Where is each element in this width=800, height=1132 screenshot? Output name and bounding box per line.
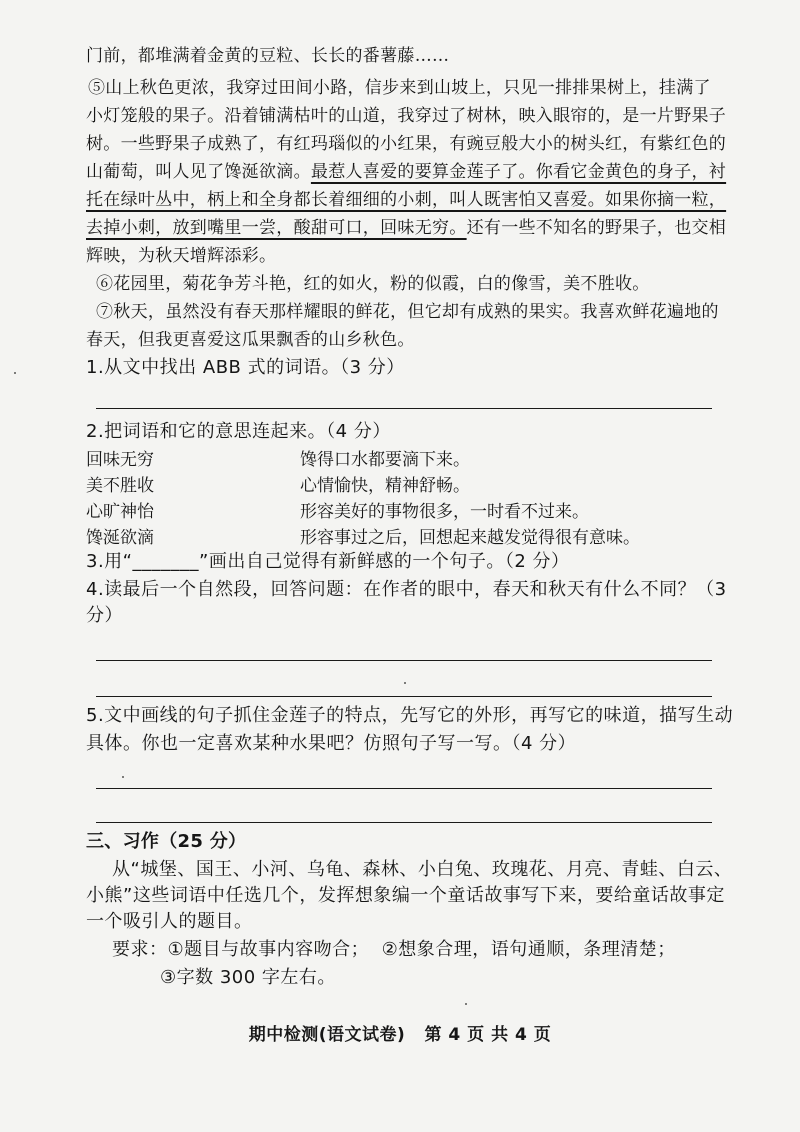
composition-line-2: 小熊”这些词语中任选几个，发挥想象编一个童话故事写下来，要给童话故事定 bbox=[86, 885, 725, 906]
composition-requirements: 要求：①题目与故事内容吻合； ②想象合理，语句通顺，条理清楚； bbox=[112, 939, 676, 960]
passage-line-0: 门前，都堆满着金黄的豆粒、长长的番薯藤…… bbox=[86, 46, 450, 66]
passage-plain-text: 山葡萄，叫人见了馋涎欲滴。 bbox=[86, 162, 311, 182]
paragraph-5-line-3: 树。一些野果子成熟了，有红玛瑙似的小红果，有豌豆般大小的树头红，有紫红色的 bbox=[86, 134, 727, 154]
underlined-sentence-part-3: 去掉小刺，放到嘴里一尝，酸甜可口，回味无穷。 bbox=[86, 218, 467, 238]
section-title-composition: 三、习作（25 分） bbox=[86, 831, 247, 852]
page-footer: 期中检测(语文试卷) 第 4 页 共 4 页 bbox=[248, 1025, 552, 1045]
matching-row-4[interactable] bbox=[86, 523, 726, 549]
answer-line-q5-1[interactable] bbox=[96, 788, 712, 789]
matching-row-3[interactable] bbox=[86, 497, 726, 523]
passage-plain-text: 还有一些不知名的野果子，也交相 bbox=[466, 218, 727, 238]
underlined-sentence-part-2: 托在绿叶丛中，柄上和全身都长着细细的小刺，叫人既害怕又喜爱。如果你摘一粒， bbox=[86, 190, 727, 210]
paragraph-7-line-1: ⑦秋天，虽然没有春天那样耀眼的鲜花，但它却有成熟的果实。我喜欢鲜花遍地的 bbox=[96, 302, 719, 322]
question-5-line-1: 5.文中画线的句子抓住金莲子的特点，先写它的外形，再写它的味道，描写生动 bbox=[86, 705, 734, 726]
matching-term[interactable]: 回味无穷 bbox=[86, 450, 154, 470]
question-5-line-2: 具体。你也一定喜欢某种水果吧？仿照句子写一写。（4 分） bbox=[86, 733, 577, 754]
matching-term[interactable]: 馋涎欲滴 bbox=[86, 528, 154, 548]
composition-line-1: 从“城堡、国王、小河、乌龟、森林、小白兔、玫瑰花、月亮、青蛙、白云、 bbox=[112, 859, 733, 880]
scan-speck bbox=[404, 682, 406, 684]
answer-line-q1[interactable] bbox=[96, 408, 712, 409]
answer-line-q4-2[interactable] bbox=[96, 696, 712, 697]
paragraph-7-line-2: 春天，但我更喜爱这瓜果飘香的山乡秋色。 bbox=[86, 330, 415, 350]
matching-row-2[interactable] bbox=[86, 471, 726, 497]
paragraph-5-line-2: 小灯笼般的果子。沿着铺满枯叶的山道，我穿过了树林，映入眼帘的，是一片野果子 bbox=[86, 106, 727, 126]
matching-meaning[interactable]: 形容美好的事物很多，一时看不过来。 bbox=[300, 502, 589, 522]
paragraph-5-line-1: ⑤山上秋色更浓，我穿过田间小路，信步来到山坡上，只见一排排果树上，挂满了 bbox=[88, 78, 711, 98]
matching-term[interactable]: 美不胜收 bbox=[86, 476, 154, 496]
question-4-line-1: 4.读最后一个自然段，回答问题：在作者的眼中，春天和秋天有什么不同？（3 bbox=[86, 579, 727, 600]
paragraph-5-line-5 bbox=[86, 188, 727, 212]
underlined-sentence-part-1: 最惹人喜爱的要算金莲子了。你看它金黄色的身子，衬 bbox=[310, 162, 727, 182]
scan-speck bbox=[465, 1003, 467, 1005]
composition-line-3: 一个吸引人的题目。 bbox=[86, 911, 253, 932]
question-4-line-2: 分） bbox=[86, 605, 123, 626]
matching-meaning[interactable]: 心情愉快，精神舒畅。 bbox=[300, 476, 470, 496]
question-3: 3.用“_______”画出自己觉得有新鲜感的一个句子。（2 分） bbox=[86, 551, 570, 572]
matching-meaning[interactable]: 馋得口水都要滴下来。 bbox=[300, 450, 470, 470]
paragraph-5-line-7: 辉映，为秋天增辉添彩。 bbox=[86, 246, 277, 266]
question-1: 1.从文中找出 ABB 式的词语。（3 分） bbox=[86, 357, 405, 378]
scan-speck bbox=[122, 776, 124, 778]
answer-line-q4-1[interactable] bbox=[96, 660, 712, 661]
paragraph-6: ⑥花园里，菊花争芳斗艳，红的如火，粉的似霞，白的像雪，美不胜收。 bbox=[96, 274, 650, 294]
answer-line-q5-2[interactable] bbox=[96, 822, 712, 823]
paragraph-5-line-4 bbox=[86, 160, 727, 184]
matching-term[interactable]: 心旷神怡 bbox=[86, 502, 154, 522]
composition-requirement-3: ③字数 300 字左右。 bbox=[160, 967, 336, 988]
question-2: 2.把词语和它的意思连起来。（4 分） bbox=[86, 421, 391, 442]
scan-speck bbox=[14, 372, 16, 374]
paragraph-5-line-6 bbox=[86, 216, 727, 240]
matching-meaning[interactable]: 形容事过之后，回想起来越发觉得很有意味。 bbox=[300, 528, 640, 548]
matching-row-1[interactable] bbox=[86, 445, 726, 471]
